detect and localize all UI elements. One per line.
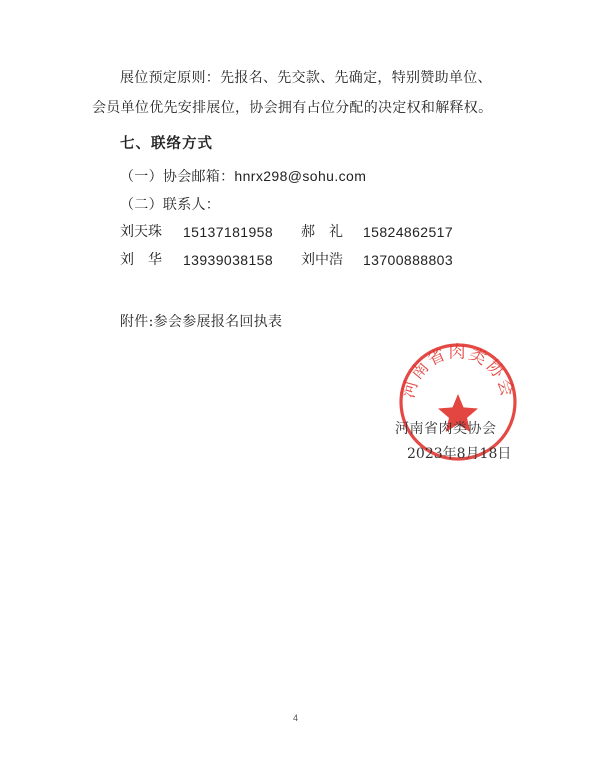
signoff-date: 2023年8月18日: [407, 446, 512, 462]
contact-name: 郝 礼: [301, 224, 343, 240]
page-number: 4: [293, 713, 299, 723]
contact-phone: 15137181958: [183, 224, 274, 240]
svg-text:河南省肉类协会: 河南省肉类协会: [398, 342, 518, 401]
contact-name: 刘中浩: [301, 252, 343, 268]
email-label: （一）协会邮箱：: [120, 169, 235, 185]
contact-phone: 13700888803: [363, 252, 454, 268]
attachment-note: 附件:参会参展报名回执表: [120, 314, 283, 330]
contacts-label: （二）联系人：: [120, 197, 221, 213]
contact-phone: 15824862517: [363, 224, 454, 240]
signoff-organization: 河南省肉类协会: [395, 421, 497, 437]
contact-name: 刘 华: [120, 252, 162, 268]
paragraph-line-1: 展位预定原则：先报名、先交款、先确定，特别赞助单位、: [120, 70, 492, 86]
section-heading: 七、联络方式: [120, 136, 213, 152]
email-value: hnrx298@sohu.com: [234, 168, 367, 184]
contact-phone: 13939038158: [183, 252, 274, 268]
contact-name: 刘天珠: [120, 224, 162, 240]
paragraph-line-2: 会员单位优先安排展位，协会拥有占位分配的决定权和解释权。: [92, 100, 493, 116]
email-row: [120, 167, 366, 186]
